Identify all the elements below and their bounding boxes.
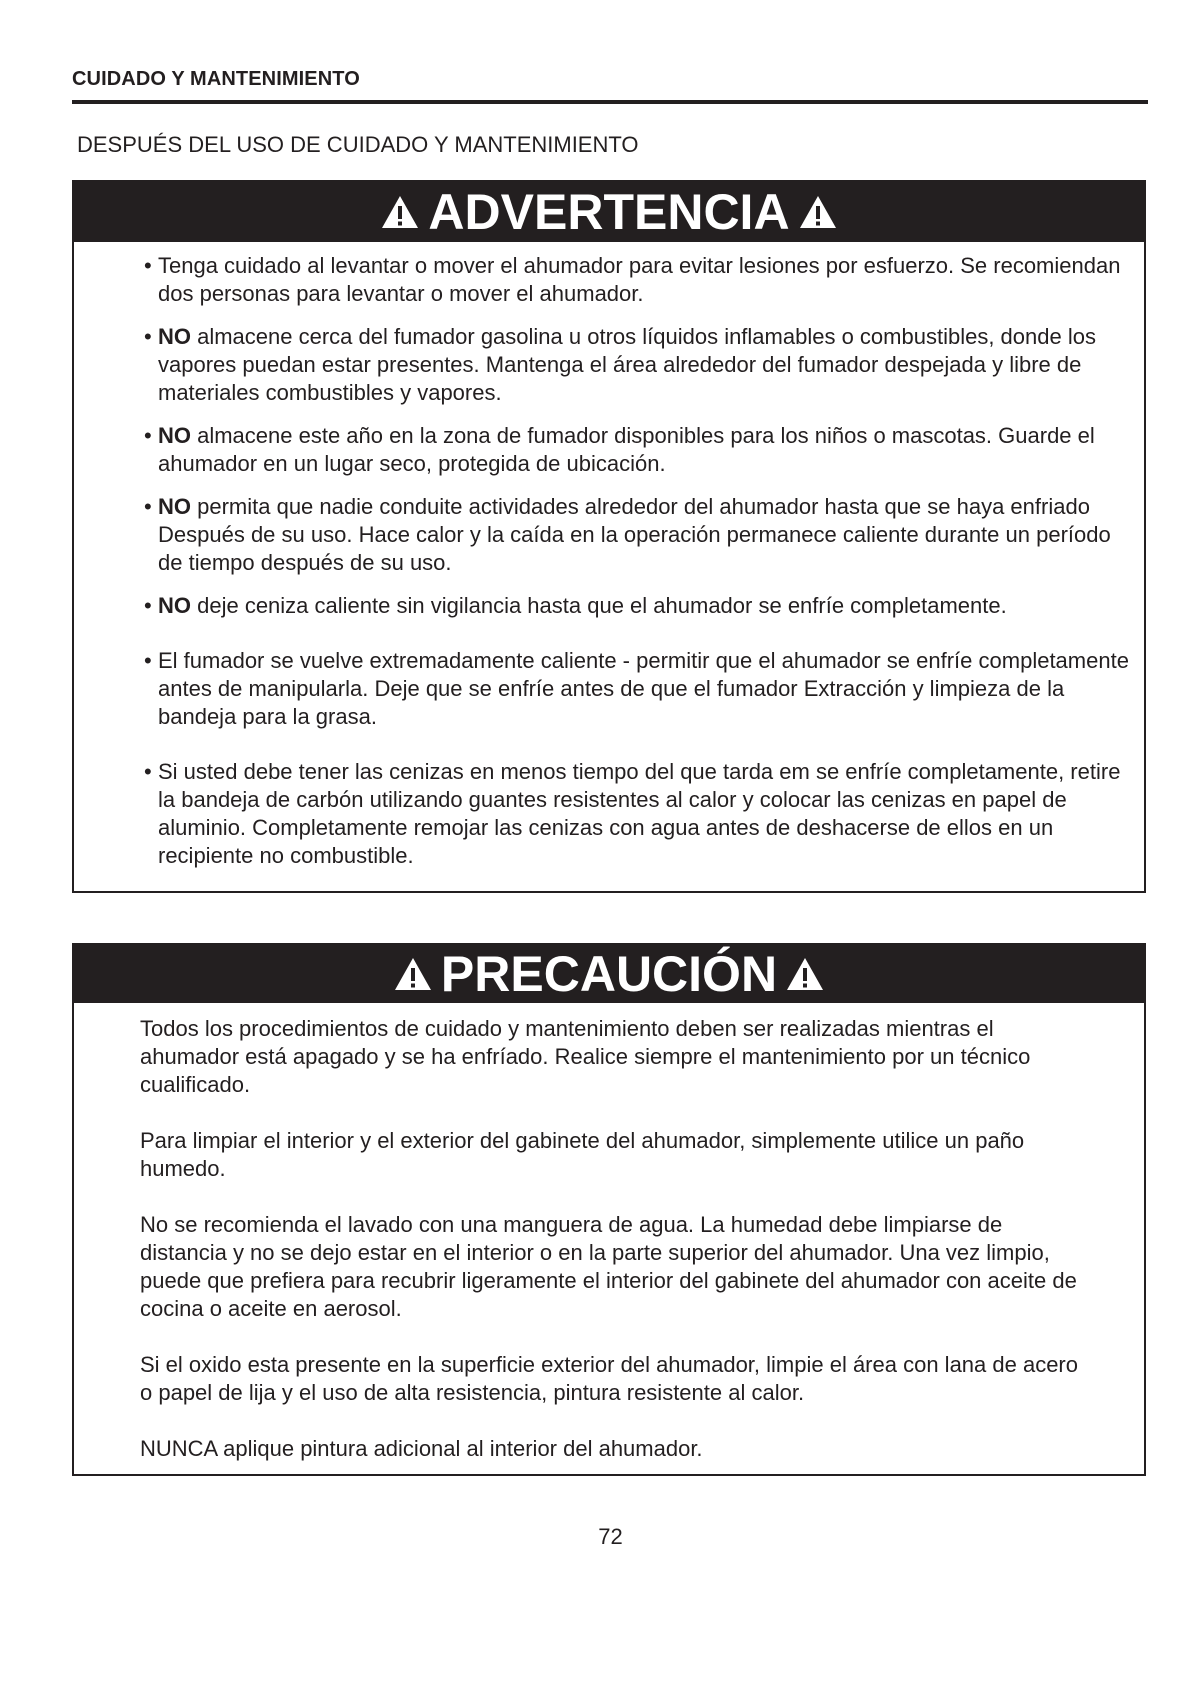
warning-item: • NO almacene cerca del fumador gasolina u otros líquidos inflamables o combustibles, donde los vapores puedan estar presentes. Mantenga el área alrededor del fumador despejada y libre de materiales combustibles y vapores. — [144, 324, 1096, 405]
caution-paragraph: No se recomienda el lavado con una manguera de agua. La humedad debe limpiarse de distancia y no se dejo estar en el interior o en la parte superior del ahumador. Una vez limpio, puede que prefiera para recubrir ligeramente el interior del gabinete del ahumador con aceite de cocina o aceite en aerosol. — [140, 1212, 1077, 1321]
warning-item-bold: NO — [158, 423, 191, 448]
caution-paragraph: Para limpiar el interior y el exterior del gabinete del ahumador, simplemente utilice un paño humedo. — [140, 1128, 1025, 1181]
section-header: CUIDADO Y MANTENIMIENTO — [72, 68, 360, 90]
warning-item-text: almacene este año en la zona de fumador disponibles para los niños o mascotas. Guarde el ahumador en un lugar seco, protegida de ubicación. — [158, 423, 1095, 476]
warning-item-text: Si usted debe tener las cenizas en menos tiempo del que tarda em se enfríe completamente, retire la bandeja de carbón utilizando guantes resistentes al calor y colocar las cenizas en papel de aluminio. Completamente remojar las cenizas con agua antes de deshacerse de ellos en un recipiente no combustible. — [158, 759, 1121, 868]
warning-item-text: El fumador se vuelve extremadamente caliente - permitir que el ahumador se enfríe completamente antes de manipularla. Deje que se enfríe antes de que el fumador Extracción y limpieza de la bandeja para la grasa. — [158, 648, 1129, 729]
warning-item-text: deje ceniza caliente sin vigilancia hasta que el ahumador se enfríe completamente. — [191, 593, 1007, 618]
caution-text — [74, 1003, 1144, 1463]
caution-paragraph: NUNCA aplique pintura adicional al interior del ahumador. — [140, 1436, 703, 1461]
warning-item: • Tenga cuidado al levantar o mover el ahumador para evitar lesiones por esfuerzo. Se recomiendan dos personas para levantar o mover el ahumador. — [144, 253, 1121, 306]
caution-box — [72, 943, 1146, 1476]
warning-triangle-icon — [380, 194, 420, 230]
warning-item-bold: NO — [158, 494, 191, 519]
caution-banner — [74, 945, 1144, 1003]
warning-item-text: almacene cerca del fumador gasolina u otros líquidos inflamables o combustibles, donde los vapores puedan estar presentes. Mantenga el área alrededor del fumador despejada y libre de materiales combustibles y vapores. — [158, 324, 1096, 405]
caution-paragraph: Todos los procedimientos de cuidado y mantenimiento deben ser realizadas mientras el ahumador está apagado y se ha enfríado. Realice siempre el mantenimiento por un técnico cualificado. — [140, 1016, 1031, 1097]
warning-item: • NO permita que nadie conduite actividades alrededor del ahumador hasta que se haya enfriado Después de su uso. Hace calor y la caída en la operación permanece caliente durante un período de tiempo después de su uso. — [144, 494, 1111, 575]
page-number: 72 — [598, 1524, 623, 1549]
warning-box — [72, 180, 1146, 893]
warning-item-bold: NO — [158, 593, 191, 618]
caution-paragraph: Si el oxido esta presente en la superficie exterior del ahumador, limpie el área con lana de acero o papel de lija y el uso de alta resistencia, pintura resistente al calor. — [140, 1352, 1078, 1405]
warning-triangle-icon — [393, 956, 433, 992]
warning-item: • NO almacene este año en la zona de fumador disponibles para los niños o mascotas. Guarde el ahumador en un lugar seco, protegida de ubicación. — [144, 423, 1095, 476]
warning-banner — [74, 182, 1144, 242]
subheading: DESPUÉS DEL USO DE CUIDADO Y MANTENIMIENTO — [77, 132, 639, 157]
warning-triangle-icon — [785, 956, 825, 992]
header-rule — [72, 100, 1148, 104]
warning-item-text: Tenga cuidado al levantar o mover el ahumador para evitar lesiones por esfuerzo. Se recomiendan dos personas para levantar o mover el ahumador. — [158, 253, 1121, 306]
warning-list — [74, 242, 1144, 870]
warning-item: • El fumador se vuelve extremadamente caliente - permitir que el ahumador se enfríe completamente antes de manipularla. Deje que se enfríe antes de que el fumador Extracción y limpieza de la bandeja para la grasa. — [144, 648, 1129, 729]
warning-item-bold: NO — [158, 324, 191, 349]
warning-triangle-icon — [798, 194, 838, 230]
warning-item: • NO deje ceniza caliente sin vigilancia hasta que el ahumador se enfríe completamente. — [144, 593, 1007, 618]
caution-title: PRECAUCIÓN — [440, 946, 778, 1002]
warning-item: • Si usted debe tener las cenizas en menos tiempo del que tarda em se enfríe completamente, retire la bandeja de carbón utilizando guantes resistentes al calor y colocar las cenizas en papel de aluminio. Completamente remojar las cenizas con agua antes de deshacerse de ellos en un recipiente no combustible. — [144, 759, 1121, 868]
warning-title: ADVERTENCIA — [428, 184, 790, 240]
warning-item-text: permita que nadie conduite actividades alrededor del ahumador hasta que se haya enfriado Después de su uso. Hace calor y la caída en la operación permanece caliente durante un período de tiempo después de su uso. — [158, 494, 1111, 575]
